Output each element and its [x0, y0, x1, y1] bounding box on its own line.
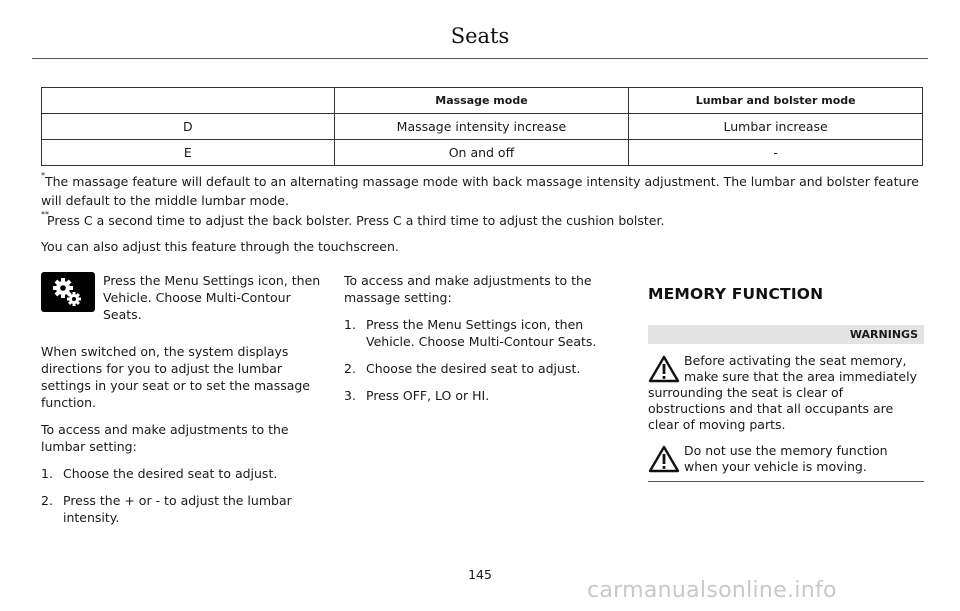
table-cell: - [629, 140, 923, 166]
watermark: carmanualsonline.info [587, 578, 837, 603]
warning-2 [648, 443, 924, 475]
footnote-1 [41, 172, 923, 210]
lumbar-intro: To access and make adjustments to the lumbar setting: [41, 422, 289, 454]
warning-2-text: Do not use the memory function when your vehicle is moving. [684, 443, 888, 474]
settings-instruction: Press the Menu Settings icon, then Vehicle. Choose Multi-Contour Seats. [103, 273, 321, 322]
footnote-2 [41, 211, 923, 230]
table-header-cell [42, 88, 335, 114]
warning-triangle-icon [648, 445, 680, 473]
gears-icon [41, 272, 95, 312]
warnings-label: WARNINGS [648, 325, 924, 344]
list-item: 2. Press the + or - to adjust the lumbar intensity. [41, 493, 292, 525]
footnote-1-mark: * [41, 171, 45, 180]
column-middle [344, 272, 609, 414]
table-cell: E [42, 140, 335, 166]
touchscreen-note: You can also adjust this feature through the touchscreen. [41, 239, 399, 254]
warning-1 [648, 353, 924, 433]
column-left [41, 272, 321, 536]
footnote-1-text: The massage feature will default to an alternating massage mode with back massage intensity adjustment. The lumbar and bolster feature will default to the middle lumbar mode. [41, 174, 919, 208]
list-item: 3. Press OFF, LO or HI. [344, 388, 490, 403]
warnings-divider [648, 481, 924, 482]
table-cell: D [42, 114, 335, 140]
lumbar-steps [41, 465, 321, 526]
column-right [648, 285, 924, 482]
section-heading: MEMORY FUNCTION [648, 285, 824, 303]
table-cell: Massage intensity increase [334, 114, 629, 140]
list-item: 2. Choose the desired seat to adjust. [344, 361, 581, 376]
table-row [42, 114, 923, 140]
table-header-row [42, 88, 923, 114]
page-number: 145 [468, 567, 492, 582]
footnote-2-mark: ** [41, 210, 49, 219]
footnote-2-text: Press C a second time to adjust the back bolster. Press C a third time to adjust the cushion bolster. [47, 213, 665, 228]
table-row [42, 140, 923, 166]
list-item: 1. Choose the desired seat to adjust. [41, 466, 278, 481]
table-cell: On and off [334, 140, 629, 166]
massage-mode-table [41, 87, 923, 166]
title-divider [32, 58, 928, 59]
list-item: 1. Press the Menu Settings icon, then Vehicle. Choose Multi-Contour Seats. [344, 317, 597, 349]
massage-steps [344, 316, 609, 404]
warning-1-text-first: Before activating the seat memory, make sure that the area immediately [684, 353, 917, 384]
warning-1-text-rest: surrounding the seat is clear of obstructions and that all occupants are clear of moving parts. [648, 385, 894, 432]
table-cell: Lumbar increase [629, 114, 923, 140]
warning-triangle-icon [648, 355, 680, 383]
page-title: Seats [450, 24, 510, 48]
table-header-cell: Massage mode [334, 88, 629, 114]
table-header-cell: Lumbar and bolster mode [629, 88, 923, 114]
massage-intro: To access and make adjustments to the massage setting: [344, 273, 592, 305]
system-description: When switched on, the system displays directions for you to adjust the lumbar settings in your seat or to set the massage function. [41, 344, 311, 410]
